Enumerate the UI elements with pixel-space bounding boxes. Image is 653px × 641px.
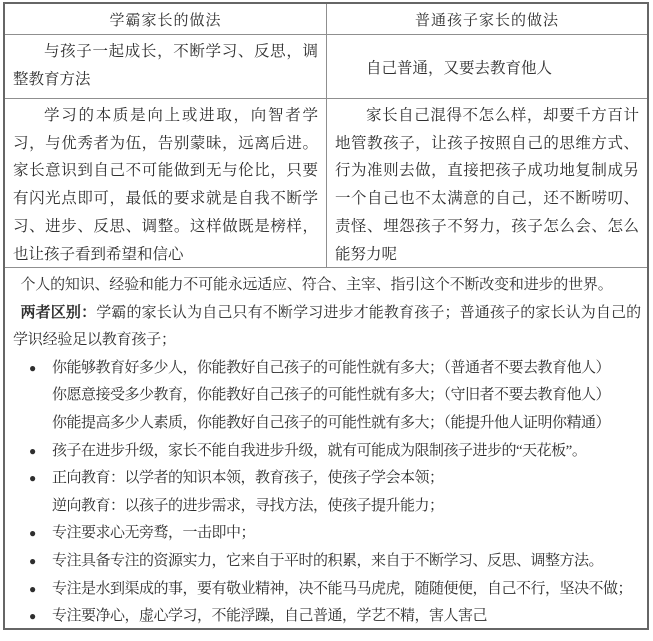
- table-cell-text: 自己普通，又要去教育他人: [366, 59, 553, 77]
- list-item: [13, 438, 641, 466]
- table-header-row: [5, 4, 647, 35]
- bullet-icon: ●: [29, 526, 37, 541]
- paragraph-difference-label: 两者区别：: [20, 304, 97, 321]
- bullet-icon: ●: [29, 609, 37, 624]
- list-item: [13, 520, 641, 548]
- table-row: [5, 99, 647, 268]
- list-item-line: 你愿意接受多少教育，你能教好自己孩子的可能性就有多大；（守旧者不要去教育他人）: [52, 387, 611, 404]
- table-cell-ordinary-parent: [327, 35, 647, 98]
- list-item-line: 专注是水到渠成的事，要有敬业精神，决不能马马虎虎，随随便便，自己不行，坚决不做；: [52, 580, 633, 597]
- table-header-right: 普通孩子家长的做法: [414, 12, 559, 29]
- bullet-icon: ●: [29, 443, 37, 458]
- table-header-left: 学霸家长的做法: [5, 4, 327, 34]
- list-item-line: 专注具备专注的资源实力，它来自于平时的积累，来自于不断学习、反思、调整方法。: [52, 552, 604, 569]
- list-item-line: 你能提高多少人素质，你能教好自己孩子的可能性就有多大；（能提升他人证明你精通）: [52, 414, 611, 431]
- bullet-icon: ●: [29, 360, 37, 375]
- list-item-line: 专注要求心无旁骛，一击即中；: [52, 525, 256, 542]
- bullet-icon: ●: [29, 581, 37, 596]
- table-cell-parent-control: 家长自己混得不怎么样，却要千方百计地管教孩子，让孩子按照自己的思维方式、行为准则去做，直接把孩子成功地复制成另一个自己也不太满意的自己，还不断唠叨、责怪、埋怨孩子不努力，孩子怎么会、怎么能努力呢: [335, 107, 639, 263]
- paragraph-difference: [13, 300, 641, 355]
- list-item: [13, 355, 641, 438]
- list-item-line: 你能够教育好多少人，你能教好自己孩子的可能性就有多大；（普通者不要去教育他人）: [52, 359, 611, 376]
- table-cell-learning-essence: 学习的本质是向上或进取，向智者学习，与优秀者为伍，告别蒙昧，远离后进。家长意识到自己不可能做到无与伦比，只要有闪光点即可，最低的要求就是自我不断学习、进步、反思、调整。这样做既是榜样，也让孩子看到希望和信心: [5, 99, 327, 267]
- bullet-icon: ●: [29, 553, 37, 568]
- bullet-icon: ●: [29, 471, 37, 486]
- list-item: [13, 548, 641, 576]
- list-item-line: 孩子在进步升级，家长不能自我进步升级，就有可能成为限制孩子进步的“天花板”。: [52, 442, 587, 459]
- comparison-table: [3, 2, 649, 630]
- list-item: [13, 576, 641, 604]
- table-cell-grow-together: 与孩子一起成长，不断学习、反思，调整教育方法: [5, 35, 327, 98]
- list-item: [13, 465, 641, 520]
- paragraph-difference-text: 学霸的家长认为自己只有不断学习进步才能教育孩子；普通孩子的家长认为自己的学识经验足以教育孩子；: [13, 304, 641, 349]
- list-item: [13, 603, 641, 628]
- table-row: [5, 35, 647, 99]
- table-bottom-section: [5, 268, 647, 628]
- list-item-line: 正向教育：以学者的知识本领，教育孩子，使孩子学会本领；: [52, 470, 444, 487]
- list-item-line: 专注要净心，虚心学习，不能浮躁，自己普通，学艺不精，害人害己: [52, 608, 488, 625]
- list-item-line: 逆向教育：以孩子的进步需求，寻找方法，使孩子提升能力；: [52, 497, 444, 514]
- paragraph-knowledge: 个人的知识、经验和能力不可能永远适应、符合、主宰、指引这个不断改变和进步的世界。: [20, 277, 613, 293]
